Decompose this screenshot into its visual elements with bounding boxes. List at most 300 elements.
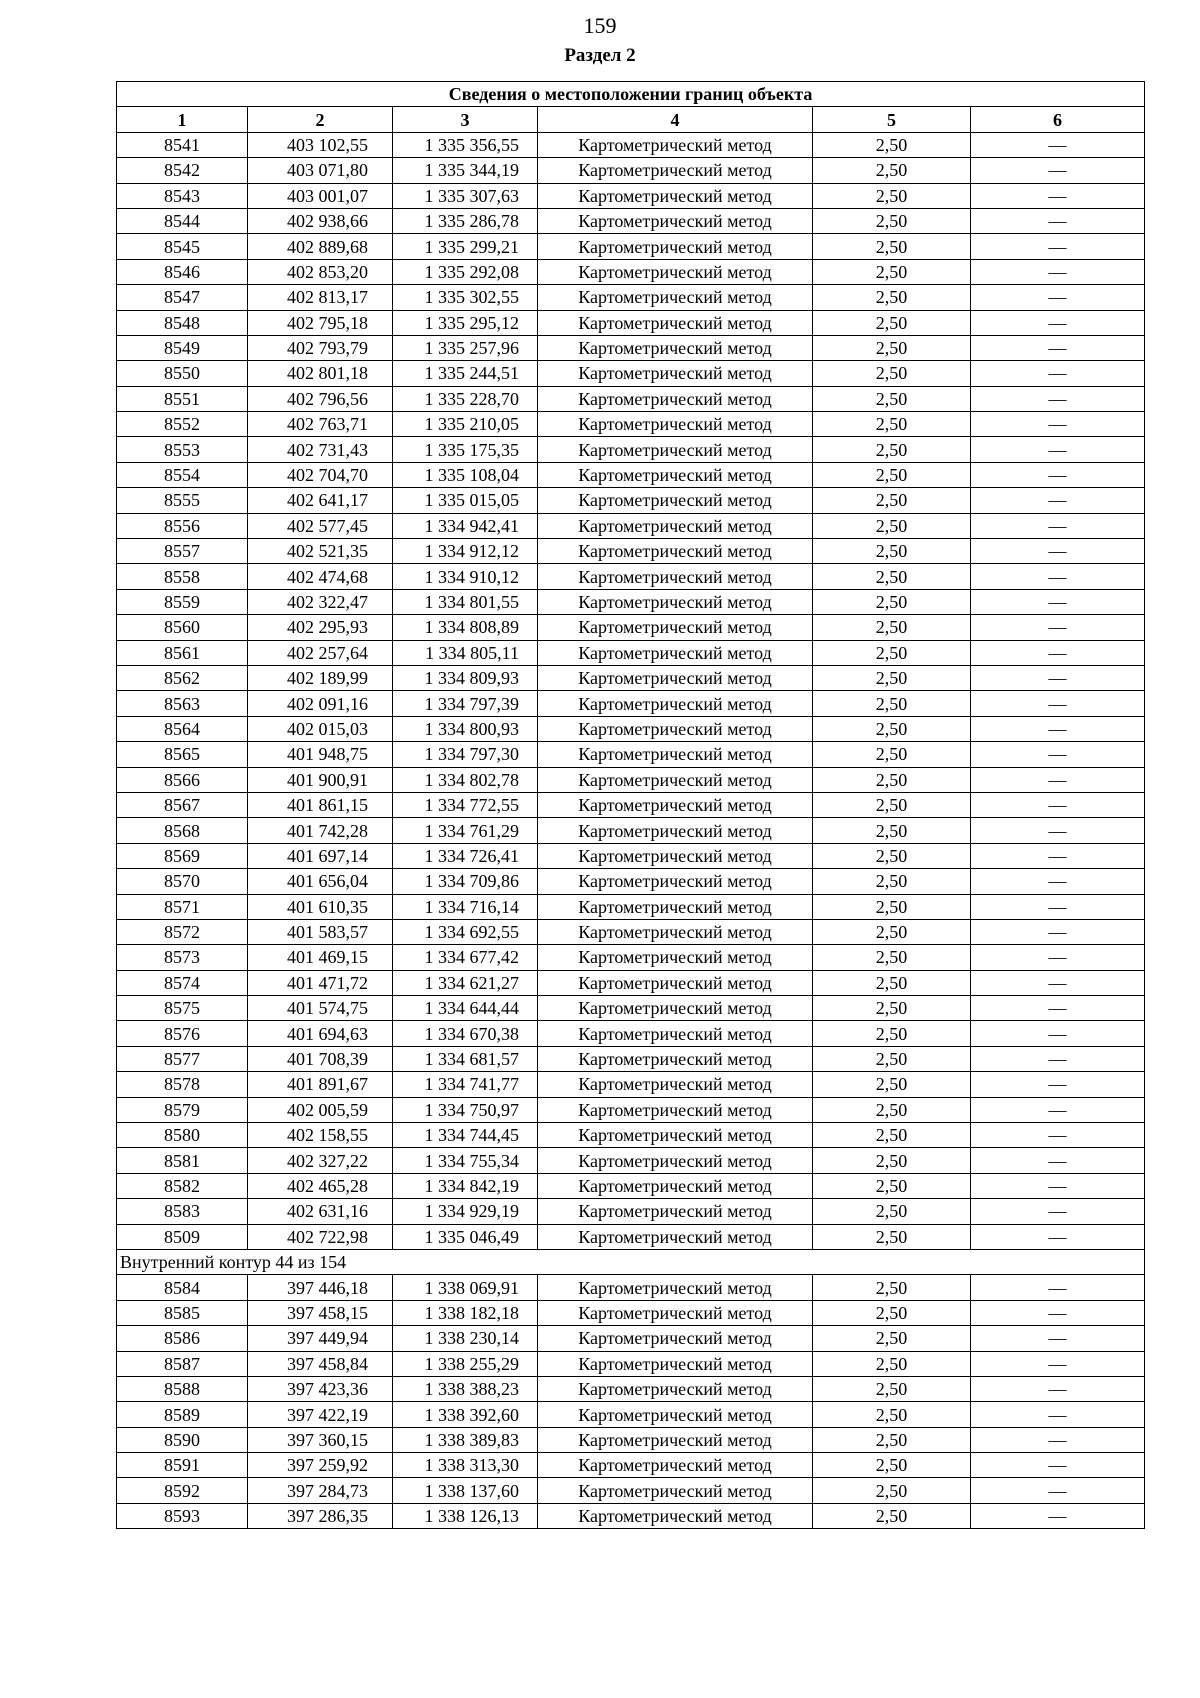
y-coordinate-cell: 1 338 392,60	[393, 1402, 538, 1427]
description-cell: —	[971, 1123, 1145, 1148]
rows-inner-contour	[117, 1275, 1145, 1529]
accuracy-cell: 2,50	[813, 1478, 971, 1503]
accuracy-cell: 2,50	[813, 742, 971, 767]
point-number-cell: 8551	[117, 386, 248, 411]
accuracy-cell: 2,50	[813, 691, 971, 716]
x-coordinate-cell: 401 742,28	[248, 818, 393, 843]
table-row	[117, 310, 1145, 335]
accuracy-cell: 2,50	[813, 310, 971, 335]
method-cell: Картометрический метод	[538, 691, 813, 716]
x-coordinate-cell: 397 458,84	[248, 1351, 393, 1376]
y-coordinate-cell: 1 338 313,30	[393, 1453, 538, 1478]
y-coordinate-cell: 1 334 681,57	[393, 1046, 538, 1071]
point-number-cell: 8574	[117, 970, 248, 995]
method-cell: Картометрический метод	[538, 716, 813, 741]
description-cell: —	[971, 945, 1145, 970]
accuracy-cell: 2,50	[813, 818, 971, 843]
method-cell: Картометрический метод	[538, 335, 813, 360]
point-number-cell: 8576	[117, 1021, 248, 1046]
accuracy-cell: 2,50	[813, 1123, 971, 1148]
method-cell: Картометрический метод	[538, 1453, 813, 1478]
accuracy-cell: 2,50	[813, 132, 971, 157]
table-row	[117, 259, 1145, 284]
x-coordinate-cell: 401 471,72	[248, 970, 393, 995]
method-cell: Картометрический метод	[538, 869, 813, 894]
column-header: 1	[117, 107, 248, 132]
point-number-cell: 8509	[117, 1224, 248, 1249]
method-cell: Картометрический метод	[538, 1275, 813, 1300]
accuracy-cell: 2,50	[813, 1199, 971, 1224]
x-coordinate-cell: 402 889,68	[248, 234, 393, 259]
y-coordinate-cell: 1 334 726,41	[393, 843, 538, 868]
table-caption-row	[117, 82, 1145, 107]
table-row	[117, 1072, 1145, 1097]
table-row	[117, 513, 1145, 538]
x-coordinate-cell: 402 015,03	[248, 716, 393, 741]
table-row	[117, 869, 1145, 894]
method-cell: Картометрический метод	[538, 970, 813, 995]
accuracy-cell: 2,50	[813, 1402, 971, 1427]
x-coordinate-cell: 402 938,66	[248, 208, 393, 233]
y-coordinate-cell: 1 335 286,78	[393, 208, 538, 233]
x-coordinate-cell: 402 295,93	[248, 615, 393, 640]
table-row	[117, 1097, 1145, 1122]
accuracy-cell: 2,50	[813, 1021, 971, 1046]
description-cell: —	[971, 437, 1145, 462]
accuracy-cell: 2,50	[813, 1427, 971, 1452]
table-row	[117, 285, 1145, 310]
method-cell: Картометрический метод	[538, 1072, 813, 1097]
y-coordinate-cell: 1 335 244,51	[393, 361, 538, 386]
method-cell: Картометрический метод	[538, 259, 813, 284]
accuracy-cell: 2,50	[813, 1072, 971, 1097]
method-cell: Картометрический метод	[538, 183, 813, 208]
table-row	[117, 742, 1145, 767]
y-coordinate-cell: 1 334 912,12	[393, 539, 538, 564]
point-number-cell: 8582	[117, 1173, 248, 1198]
accuracy-cell: 2,50	[813, 589, 971, 614]
column-header-row	[117, 107, 1145, 132]
description-cell: —	[971, 564, 1145, 589]
accuracy-cell: 2,50	[813, 843, 971, 868]
accuracy-cell: 2,50	[813, 564, 971, 589]
method-cell: Картометрический метод	[538, 539, 813, 564]
y-coordinate-cell: 1 338 388,23	[393, 1376, 538, 1401]
point-number-cell: 8575	[117, 996, 248, 1021]
table-row	[117, 386, 1145, 411]
description-cell: —	[971, 1199, 1145, 1224]
point-number-cell: 8570	[117, 869, 248, 894]
description-cell: —	[971, 1072, 1145, 1097]
x-coordinate-cell: 397 360,15	[248, 1427, 393, 1452]
accuracy-cell: 2,50	[813, 1275, 971, 1300]
table-row	[117, 1199, 1145, 1224]
description-cell: —	[971, 665, 1145, 690]
table-row	[117, 234, 1145, 259]
description-cell: —	[971, 742, 1145, 767]
table-row	[117, 208, 1145, 233]
description-cell: —	[971, 158, 1145, 183]
y-coordinate-cell: 1 335 356,55	[393, 132, 538, 157]
method-cell: Картометрический метод	[538, 1300, 813, 1325]
contour-label: Внутренний контур 44 из 154	[117, 1249, 1145, 1274]
y-coordinate-cell: 1 335 257,96	[393, 335, 538, 360]
description-cell: —	[971, 818, 1145, 843]
x-coordinate-cell: 402 853,20	[248, 259, 393, 284]
description-cell: —	[971, 589, 1145, 614]
description-cell: —	[971, 1148, 1145, 1173]
accuracy-cell: 2,50	[813, 640, 971, 665]
accuracy-cell: 2,50	[813, 1097, 971, 1122]
table-row	[117, 767, 1145, 792]
method-cell: Картометрический метод	[538, 361, 813, 386]
y-coordinate-cell: 1 338 255,29	[393, 1351, 538, 1376]
description-cell: —	[971, 843, 1145, 868]
table-row	[117, 1046, 1145, 1071]
y-coordinate-cell: 1 338 069,91	[393, 1275, 538, 1300]
point-number-cell: 8564	[117, 716, 248, 741]
point-number-cell: 8541	[117, 132, 248, 157]
description-cell: —	[971, 1402, 1145, 1427]
table-row	[117, 1402, 1145, 1427]
table-row	[117, 1173, 1145, 1198]
table-row	[117, 716, 1145, 741]
y-coordinate-cell: 1 338 126,13	[393, 1503, 538, 1528]
y-coordinate-cell: 1 334 741,77	[393, 1072, 538, 1097]
table-row	[117, 1123, 1145, 1148]
x-coordinate-cell: 402 091,16	[248, 691, 393, 716]
x-coordinate-cell: 397 259,92	[248, 1453, 393, 1478]
x-coordinate-cell: 401 574,75	[248, 996, 393, 1021]
method-cell: Картометрический метод	[538, 818, 813, 843]
table-row	[117, 691, 1145, 716]
table-row	[117, 183, 1145, 208]
x-coordinate-cell: 402 796,56	[248, 386, 393, 411]
table-row	[117, 488, 1145, 513]
accuracy-cell: 2,50	[813, 462, 971, 487]
method-cell: Картометрический метод	[538, 792, 813, 817]
table-row	[117, 335, 1145, 360]
table-row	[117, 412, 1145, 437]
method-cell: Картометрический метод	[538, 843, 813, 868]
point-number-cell: 8566	[117, 767, 248, 792]
point-number-cell: 8555	[117, 488, 248, 513]
column-header: 5	[813, 107, 971, 132]
method-cell: Картометрический метод	[538, 894, 813, 919]
accuracy-cell: 2,50	[813, 767, 971, 792]
point-number-cell: 8543	[117, 183, 248, 208]
description-cell: —	[971, 513, 1145, 538]
x-coordinate-cell: 403 071,80	[248, 158, 393, 183]
x-coordinate-cell: 397 449,94	[248, 1326, 393, 1351]
rows-outer-contour	[117, 132, 1145, 1249]
accuracy-cell: 2,50	[813, 716, 971, 741]
point-number-cell: 8545	[117, 234, 248, 259]
y-coordinate-cell: 1 334 910,12	[393, 564, 538, 589]
x-coordinate-cell: 397 423,36	[248, 1376, 393, 1401]
description-cell: —	[971, 1275, 1145, 1300]
x-coordinate-cell: 402 722,98	[248, 1224, 393, 1249]
method-cell: Картометрический метод	[538, 1148, 813, 1173]
point-number-cell: 8587	[117, 1351, 248, 1376]
point-number-cell: 8547	[117, 285, 248, 310]
accuracy-cell: 2,50	[813, 945, 971, 970]
x-coordinate-cell: 397 458,15	[248, 1300, 393, 1325]
point-number-cell: 8549	[117, 335, 248, 360]
y-coordinate-cell: 1 335 344,19	[393, 158, 538, 183]
y-coordinate-cell: 1 334 677,42	[393, 945, 538, 970]
x-coordinate-cell: 397 446,18	[248, 1275, 393, 1300]
point-number-cell: 8558	[117, 564, 248, 589]
y-coordinate-cell: 1 334 621,27	[393, 970, 538, 995]
accuracy-cell: 2,50	[813, 259, 971, 284]
x-coordinate-cell: 403 001,07	[248, 183, 393, 208]
description-cell: —	[971, 615, 1145, 640]
accuracy-cell: 2,50	[813, 1376, 971, 1401]
method-cell: Картометрический метод	[538, 1199, 813, 1224]
y-coordinate-cell: 1 335 302,55	[393, 285, 538, 310]
method-cell: Картометрический метод	[538, 589, 813, 614]
description-cell: —	[971, 234, 1145, 259]
description-cell: —	[971, 488, 1145, 513]
y-coordinate-cell: 1 334 942,41	[393, 513, 538, 538]
table-row	[117, 1326, 1145, 1351]
column-header: 2	[248, 107, 393, 132]
accuracy-cell: 2,50	[813, 1326, 971, 1351]
point-number-cell: 8560	[117, 615, 248, 640]
table-row	[117, 1427, 1145, 1452]
accuracy-cell: 2,50	[813, 869, 971, 894]
accuracy-cell: 2,50	[813, 335, 971, 360]
accuracy-cell: 2,50	[813, 234, 971, 259]
y-coordinate-cell: 1 335 108,04	[393, 462, 538, 487]
x-coordinate-cell: 402 158,55	[248, 1123, 393, 1148]
point-number-cell: 8563	[117, 691, 248, 716]
point-number-cell: 8579	[117, 1097, 248, 1122]
description-cell: —	[971, 539, 1145, 564]
method-cell: Картометрический метод	[538, 1173, 813, 1198]
method-cell: Картометрический метод	[538, 1351, 813, 1376]
description-cell: —	[971, 691, 1145, 716]
method-cell: Картометрический метод	[538, 1478, 813, 1503]
method-cell: Картометрический метод	[538, 386, 813, 411]
accuracy-cell: 2,50	[813, 1453, 971, 1478]
accuracy-cell: 2,50	[813, 386, 971, 411]
table-row	[117, 1275, 1145, 1300]
x-coordinate-cell: 402 763,71	[248, 412, 393, 437]
x-coordinate-cell: 402 577,45	[248, 513, 393, 538]
contour-row	[117, 1249, 1145, 1274]
point-number-cell: 8553	[117, 437, 248, 462]
x-coordinate-cell: 401 708,39	[248, 1046, 393, 1071]
table-row	[117, 640, 1145, 665]
method-cell: Картометрический метод	[538, 437, 813, 462]
column-header: 4	[538, 107, 813, 132]
method-cell: Картометрический метод	[538, 919, 813, 944]
x-coordinate-cell: 397 286,35	[248, 1503, 393, 1528]
section-title: Раздел 2	[564, 45, 636, 66]
page-number: 159	[583, 13, 617, 38]
method-cell: Картометрический метод	[538, 158, 813, 183]
accuracy-cell: 2,50	[813, 1046, 971, 1071]
point-number-cell: 8567	[117, 792, 248, 817]
table-row	[117, 996, 1145, 1021]
x-coordinate-cell: 397 422,19	[248, 1402, 393, 1427]
accuracy-cell: 2,50	[813, 1351, 971, 1376]
y-coordinate-cell: 1 338 389,83	[393, 1427, 538, 1452]
method-cell: Картометрический метод	[538, 513, 813, 538]
method-cell: Картометрический метод	[538, 945, 813, 970]
description-cell: —	[971, 1478, 1145, 1503]
table-row	[117, 945, 1145, 970]
description-cell: —	[971, 1021, 1145, 1046]
description-cell: —	[971, 462, 1145, 487]
y-coordinate-cell: 1 335 299,21	[393, 234, 538, 259]
method-cell: Картометрический метод	[538, 208, 813, 233]
method-cell: Картометрический метод	[538, 1402, 813, 1427]
y-coordinate-cell: 1 334 761,29	[393, 818, 538, 843]
method-cell: Картометрический метод	[538, 665, 813, 690]
description-cell: —	[971, 285, 1145, 310]
table-row	[117, 132, 1145, 157]
description-cell: —	[971, 1503, 1145, 1528]
x-coordinate-cell: 402 257,64	[248, 640, 393, 665]
table-row	[117, 1224, 1145, 1249]
table-row	[117, 539, 1145, 564]
x-coordinate-cell: 402 631,16	[248, 1199, 393, 1224]
method-cell: Картометрический метод	[538, 742, 813, 767]
table-row	[117, 843, 1145, 868]
point-number-cell: 8577	[117, 1046, 248, 1071]
description-cell: —	[971, 386, 1145, 411]
point-number-cell: 8586	[117, 1326, 248, 1351]
accuracy-cell: 2,50	[813, 158, 971, 183]
y-coordinate-cell: 1 334 772,55	[393, 792, 538, 817]
table-row	[117, 589, 1145, 614]
description-cell: —	[971, 1376, 1145, 1401]
method-cell: Картометрический метод	[538, 564, 813, 589]
point-number-cell: 8544	[117, 208, 248, 233]
y-coordinate-cell: 1 335 046,49	[393, 1224, 538, 1249]
accuracy-cell: 2,50	[813, 1503, 971, 1528]
y-coordinate-cell: 1 334 797,30	[393, 742, 538, 767]
point-number-cell: 8585	[117, 1300, 248, 1325]
method-cell: Картометрический метод	[538, 1097, 813, 1122]
x-coordinate-cell: 402 793,79	[248, 335, 393, 360]
description-cell: —	[971, 716, 1145, 741]
description-cell: —	[971, 183, 1145, 208]
description-cell: —	[971, 640, 1145, 665]
y-coordinate-cell: 1 334 808,89	[393, 615, 538, 640]
table-row	[117, 1453, 1145, 1478]
y-coordinate-cell: 1 335 295,12	[393, 310, 538, 335]
table-row	[117, 1021, 1145, 1046]
y-coordinate-cell: 1 338 137,60	[393, 1478, 538, 1503]
x-coordinate-cell: 402 189,99	[248, 665, 393, 690]
method-cell: Картометрический метод	[538, 285, 813, 310]
point-number-cell: 8548	[117, 310, 248, 335]
description-cell: —	[971, 1453, 1145, 1478]
description-cell: —	[971, 1097, 1145, 1122]
method-cell: Картометрический метод	[538, 996, 813, 1021]
table-caption: Сведения о местоположении границ объекта	[117, 82, 1145, 107]
description-cell: —	[971, 361, 1145, 386]
point-number-cell: 8561	[117, 640, 248, 665]
method-cell: Картометрический метод	[538, 310, 813, 335]
x-coordinate-cell: 397 284,73	[248, 1478, 393, 1503]
table-row	[117, 970, 1145, 995]
description-cell: —	[971, 894, 1145, 919]
y-coordinate-cell: 1 338 182,18	[393, 1300, 538, 1325]
table-row	[117, 1376, 1145, 1401]
description-cell: —	[971, 1046, 1145, 1071]
x-coordinate-cell: 402 801,18	[248, 361, 393, 386]
table-row	[117, 1300, 1145, 1325]
y-coordinate-cell: 1 334 744,45	[393, 1123, 538, 1148]
y-coordinate-cell: 1 334 644,44	[393, 996, 538, 1021]
accuracy-cell: 2,50	[813, 996, 971, 1021]
accuracy-cell: 2,50	[813, 1148, 971, 1173]
x-coordinate-cell: 402 704,70	[248, 462, 393, 487]
y-coordinate-cell: 1 334 755,34	[393, 1148, 538, 1173]
point-number-cell: 8573	[117, 945, 248, 970]
method-cell: Картометрический метод	[538, 234, 813, 259]
point-number-cell: 8588	[117, 1376, 248, 1401]
point-number-cell: 8583	[117, 1199, 248, 1224]
method-cell: Картометрический метод	[538, 412, 813, 437]
point-number-cell: 8546	[117, 259, 248, 284]
description-cell: —	[971, 970, 1145, 995]
description-cell: —	[971, 1300, 1145, 1325]
method-cell: Картометрический метод	[538, 615, 813, 640]
accuracy-cell: 2,50	[813, 665, 971, 690]
x-coordinate-cell: 402 322,47	[248, 589, 393, 614]
accuracy-cell: 2,50	[813, 412, 971, 437]
point-number-cell: 8568	[117, 818, 248, 843]
table-row	[117, 1148, 1145, 1173]
method-cell: Картометрический метод	[538, 1503, 813, 1528]
accuracy-cell: 2,50	[813, 513, 971, 538]
point-number-cell: 8565	[117, 742, 248, 767]
table-row	[117, 792, 1145, 817]
table-row	[117, 564, 1145, 589]
accuracy-cell: 2,50	[813, 970, 971, 995]
y-coordinate-cell: 1 334 802,78	[393, 767, 538, 792]
x-coordinate-cell: 402 474,68	[248, 564, 393, 589]
method-cell: Картометрический метод	[538, 1224, 813, 1249]
method-cell: Картометрический метод	[538, 462, 813, 487]
method-cell: Картометрический метод	[538, 488, 813, 513]
accuracy-cell: 2,50	[813, 285, 971, 310]
y-coordinate-cell: 1 334 929,19	[393, 1199, 538, 1224]
table-row	[117, 818, 1145, 843]
point-number-cell: 8554	[117, 462, 248, 487]
point-number-cell: 8571	[117, 894, 248, 919]
y-coordinate-cell: 1 335 228,70	[393, 386, 538, 411]
y-coordinate-cell: 1 335 307,63	[393, 183, 538, 208]
point-number-cell: 8591	[117, 1453, 248, 1478]
x-coordinate-cell: 401 469,15	[248, 945, 393, 970]
y-coordinate-cell: 1 334 692,55	[393, 919, 538, 944]
accuracy-cell: 2,50	[813, 615, 971, 640]
y-coordinate-cell: 1 335 015,05	[393, 488, 538, 513]
description-cell: —	[971, 132, 1145, 157]
description-cell: —	[971, 208, 1145, 233]
table-row	[117, 1503, 1145, 1528]
method-cell: Картометрический метод	[538, 640, 813, 665]
x-coordinate-cell: 403 102,55	[248, 132, 393, 157]
description-cell: —	[971, 335, 1145, 360]
